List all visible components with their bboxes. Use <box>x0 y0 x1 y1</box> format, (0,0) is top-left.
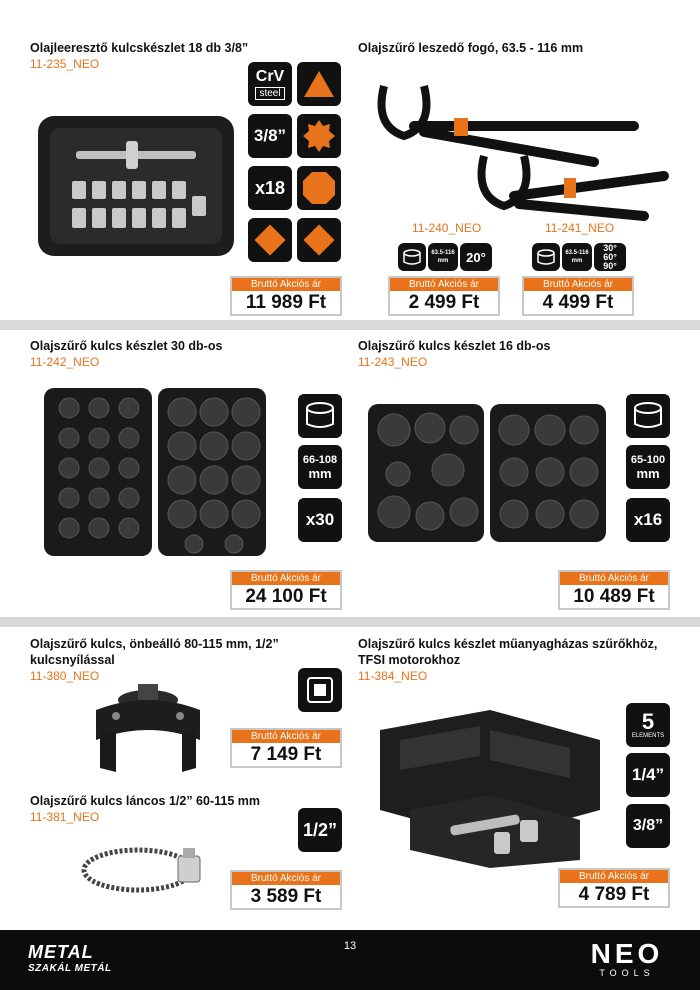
szakal-metal-logo: METAL SZAKÁL METÁL <box>28 942 112 974</box>
piece-count-badge: x16 <box>626 498 670 542</box>
price-box <box>230 728 342 768</box>
triangle-socket-icon <box>297 62 341 106</box>
page-number: 13 <box>343 940 357 952</box>
piece-count-badge: x18 <box>248 166 292 210</box>
range-badge: 65-100 mm <box>626 445 670 489</box>
range-badge: 63.5-116 mm <box>428 243 458 271</box>
chain-filter-wrench-image <box>78 838 218 898</box>
product-code: 11-380_NEO <box>30 669 100 683</box>
angle-badge: 20° <box>460 243 492 271</box>
gear-socket-icon <box>297 114 341 158</box>
tfsi-filter-wrench-case-image <box>370 700 610 870</box>
crv-steel-badge: CrV steel <box>248 62 292 106</box>
self-adjusting-filter-wrench-image <box>86 680 216 780</box>
square-drive-icon <box>298 668 342 712</box>
price-value: 4 499 Ft <box>542 292 614 313</box>
product-title: Olajszűrő kulcs készlet 16 db-os <box>358 339 551 353</box>
range-badge: 66-108 mm <box>298 445 342 489</box>
drive-size-badge: 1/2” <box>298 808 342 852</box>
filter-cup-icon <box>298 394 342 438</box>
product-code: 11-240_NEO <box>412 221 482 235</box>
price-value: 2 499 Ft <box>408 292 480 313</box>
price-box <box>558 868 670 908</box>
product-title: Olajszűrő kulcs láncos 1/2” 60-115 mm <box>30 794 260 808</box>
cup-wrench-set-16-image <box>368 404 608 544</box>
elements-count-badge: 5 ELEMENTS <box>626 703 670 747</box>
section-divider <box>0 617 700 627</box>
product-title: Olajszűrő leszedő fogó, 63.5 - 116 mm <box>358 41 584 55</box>
price-label: Bruttó Akciós ár <box>232 730 340 743</box>
product-title: Olajszűrő kulcs, önbeálló 80-115 mm, 1/2” kulcsnyílással <box>30 637 279 667</box>
price-box <box>558 570 670 610</box>
product-title: Olajszűrő kulcs készlet 30 db-os <box>30 339 223 353</box>
product-code: 11-384_NEO <box>358 669 428 683</box>
octagon-socket-icon <box>297 166 341 210</box>
price-box <box>388 276 500 316</box>
cup-wrench-set-30-image <box>44 388 268 558</box>
range-badge: 63.5-116 mm <box>562 243 592 271</box>
piece-count-badge: x30 <box>298 498 342 542</box>
filter-cup-icon <box>398 243 426 271</box>
price-value: 4 789 Ft <box>578 884 650 905</box>
neo-tools-logo: NEO TOOLS <box>590 938 664 978</box>
price-label: Bruttó Akciós ár <box>560 870 668 883</box>
square-socket-icon-2 <box>297 218 341 262</box>
price-box <box>522 276 634 316</box>
price-box <box>230 276 342 316</box>
product-code: 11-243_NEO <box>358 355 428 369</box>
socket-set-case-image <box>36 96 236 266</box>
price-value: 7 149 Ft <box>250 744 322 765</box>
price-label: Bruttó Akciós ár <box>232 872 340 885</box>
filter-cup-icon <box>532 243 560 271</box>
price-box <box>230 870 342 910</box>
price-value: 3 589 Ft <box>250 886 322 907</box>
product-code: 11-381_NEO <box>30 810 100 824</box>
product-code: 11-235_NEO <box>30 57 100 71</box>
square-socket-icon <box>248 218 292 262</box>
section-divider <box>0 320 700 330</box>
filter-cup-icon <box>626 394 670 438</box>
price-value: 11 989 Ft <box>245 292 327 313</box>
product-title: Olajleeresztő kulcskészlet 18 db 3/8” <box>30 41 249 55</box>
product-code: 11-241_NEO <box>545 221 615 235</box>
product-title: Olajszűrő kulcs készlet műanyagházas szűrőkhöz, TFSI motorokhoz <box>358 637 658 667</box>
price-label: Bruttó Akciós ár <box>390 278 498 291</box>
angles-badge: 30° 60° 90° <box>594 243 626 271</box>
price-value: 10 489 Ft <box>573 586 655 607</box>
price-label: Bruttó Akciós ár <box>232 278 340 291</box>
oil-filter-pliers-image <box>364 66 674 266</box>
drive-size-badge: 3/8” <box>248 114 292 158</box>
price-box <box>230 570 342 610</box>
drive-size-badge: 1/4” <box>626 753 670 797</box>
price-label: Bruttó Akciós ár <box>560 572 668 585</box>
price-value: 24 100 Ft <box>245 586 327 607</box>
price-label: Bruttó Akciós ár <box>232 572 340 585</box>
product-code: 11-242_NEO <box>30 355 100 369</box>
price-label: Bruttó Akciós ár <box>524 278 632 291</box>
drive-size-badge: 3/8” <box>626 804 670 848</box>
